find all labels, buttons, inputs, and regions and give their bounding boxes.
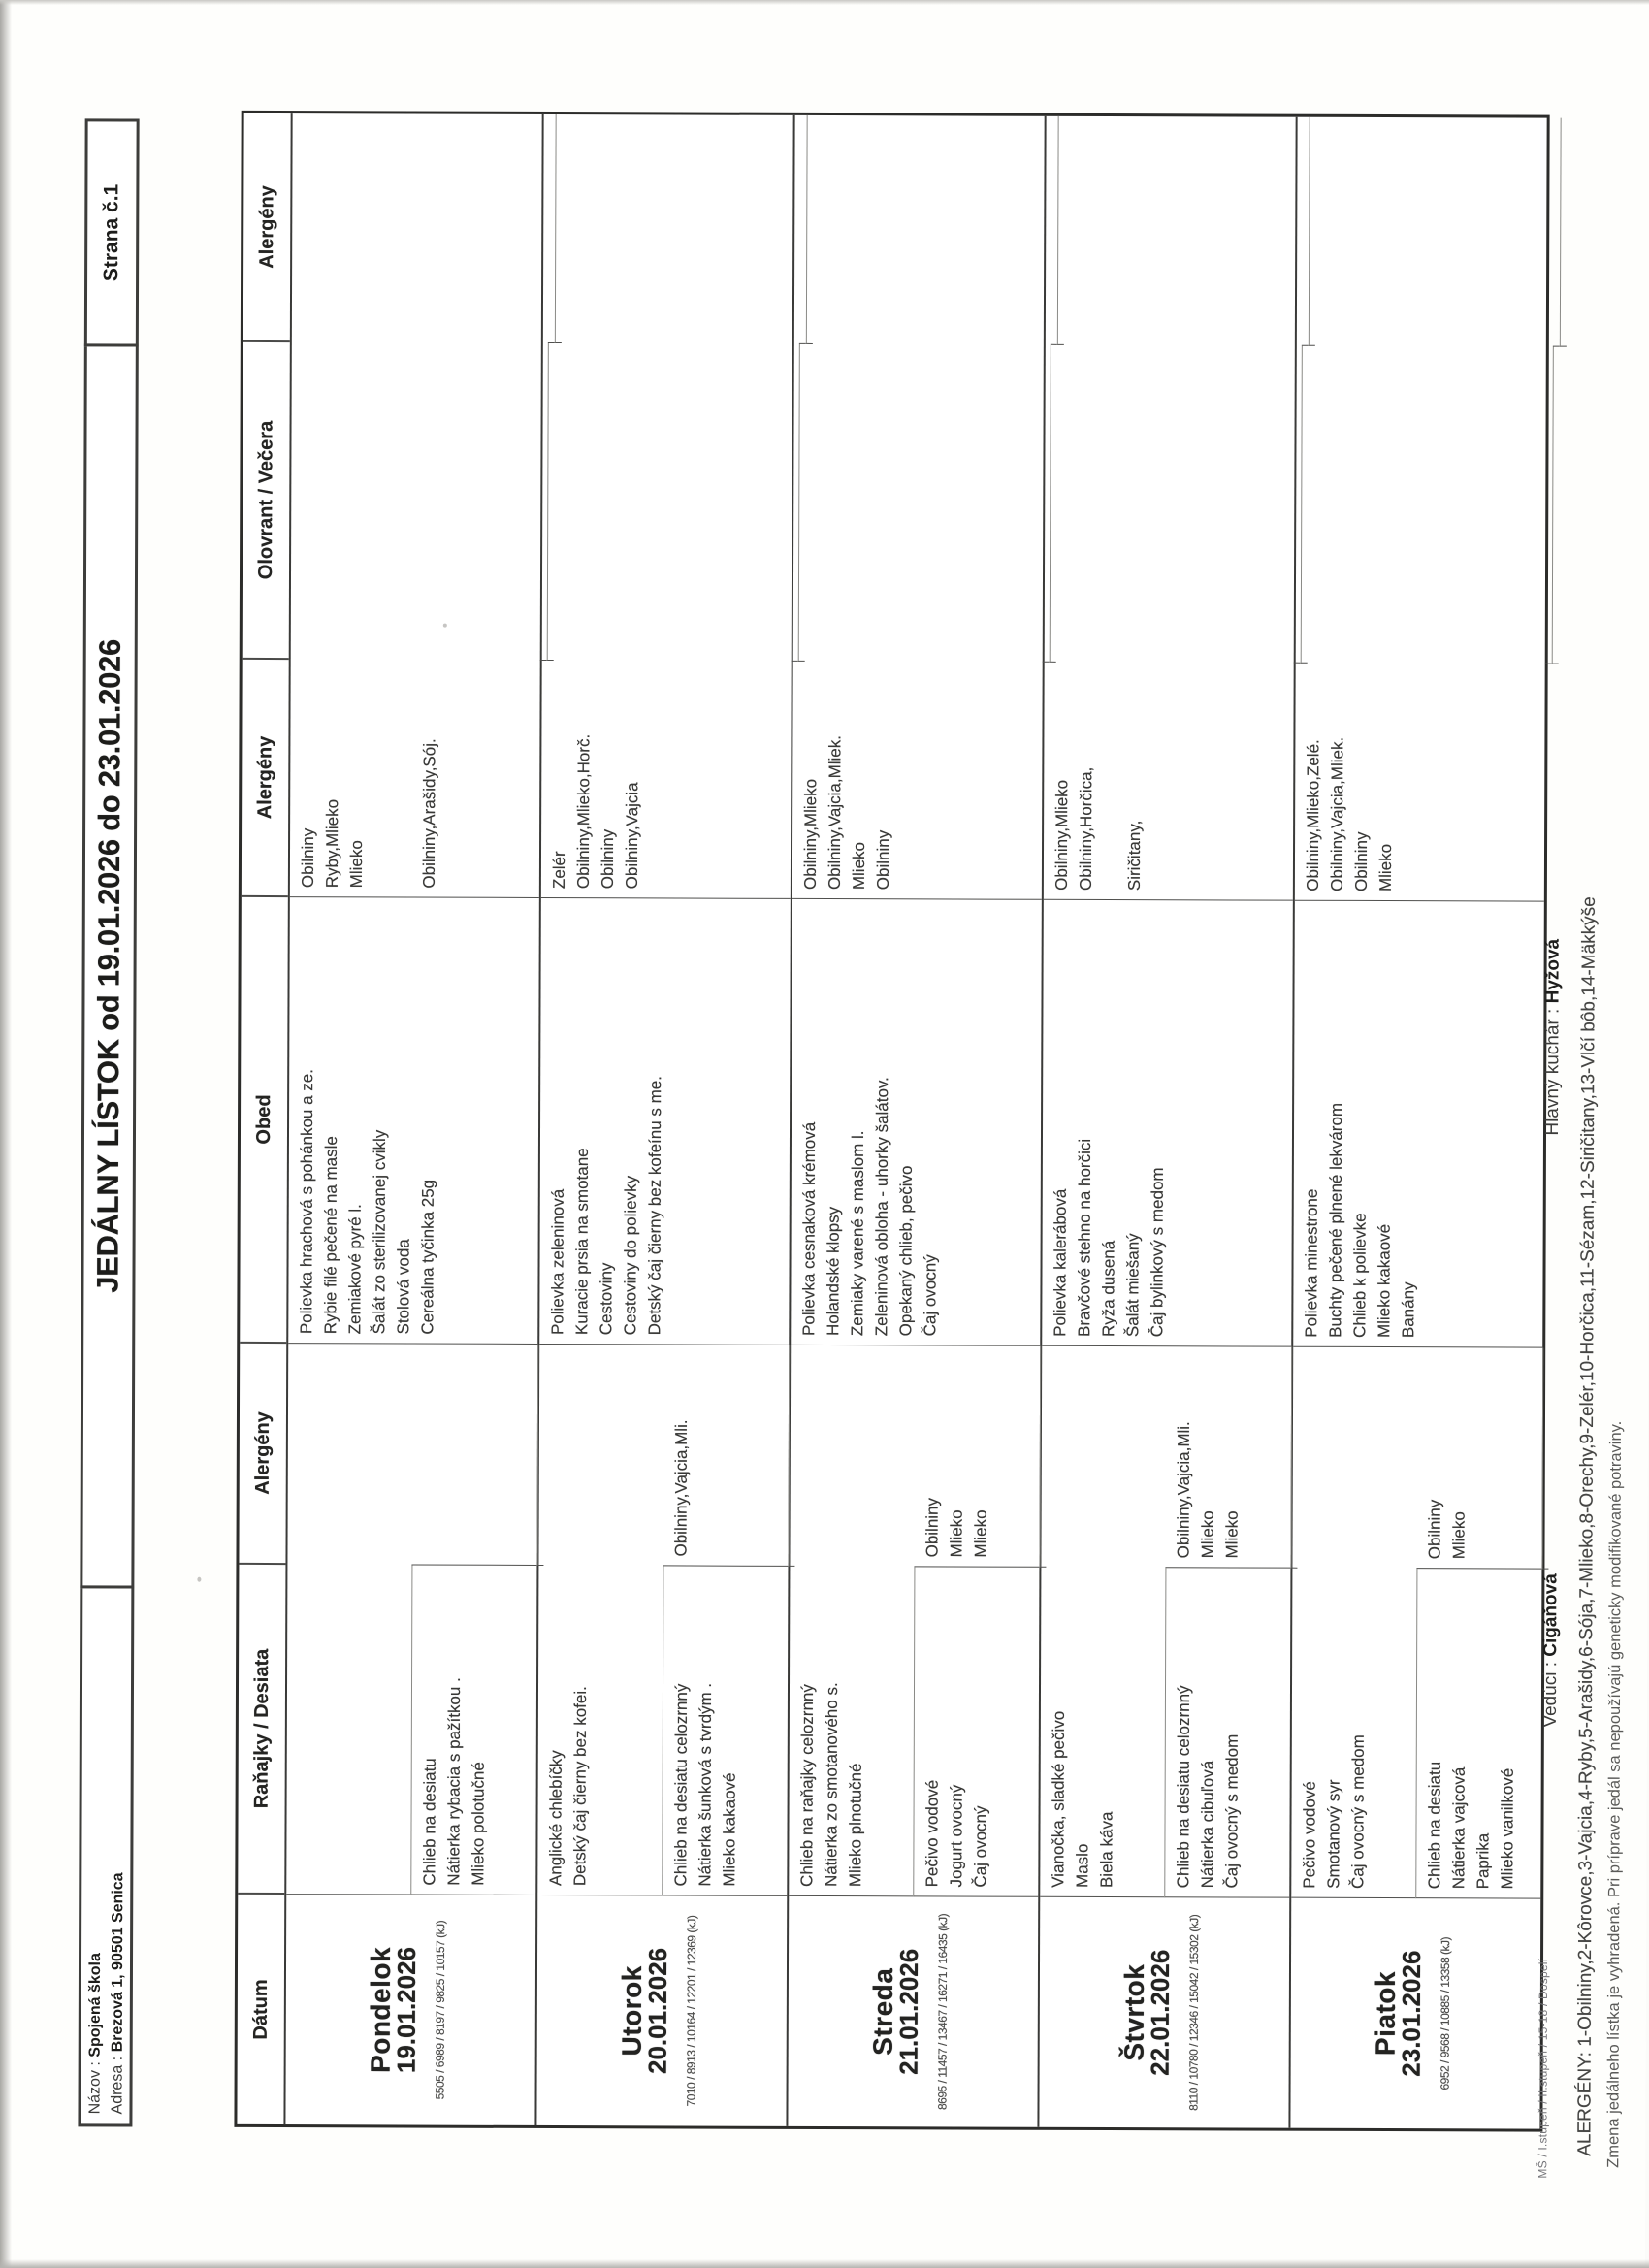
alergeny-ranajky-cell: Obilniny,Vajcia,Mli. Mlieko Mlieko — [1165, 1346, 1291, 1568]
alergeny-obed-cell: Obilniny,Mlieko Obilniny,Vajcia,Mliek. Mlieko Obilniny — [792, 662, 1043, 900]
day-date: 20.01.2026 — [642, 1947, 673, 2075]
datum-cell — [1039, 1897, 1289, 2128]
vecera-cell — [547, 343, 555, 661]
ranajky-cell: Vianočka, sladké pečivo Maslo Biela káva — [1040, 1568, 1165, 1897]
vecera-cell — [1301, 346, 1309, 664]
desiata-cell: Chlieb na desiatu celozrnný Nátierka cibuľová Čaj ovocný s medom — [1164, 1568, 1290, 1897]
page-title: JEDÁLNY LÍSTOK od 19.01.2026 do 23.01.2026 — [90, 638, 127, 1293]
allergen-legend: ALERGÉNY: 1-Obilniny,2-Kôrovce,3-Vajcia,4-Ryby,5-Arašidy,6-Sója,7-Mlieko,8-Orechy,9-Zelér,10-Horčica,11-Sézam,12-Siričitany,13-Vlčí bôb,14-Mäkkýše — [1574, 896, 1600, 2156]
alergeny-desiata-cell — [1039, 1346, 1047, 1568]
day-energy-kj: 8110 / 10780 / 12346 / 15042 / 15302 (kJ) — [1186, 1914, 1202, 2111]
alergeny-ranajky-cell: Obilniny,Vajcia,Mli. — [663, 1345, 789, 1566]
day-energy-kj: 8695 / 11457 / 13467 / 16271 / 16435 (kJ) — [935, 1913, 951, 2111]
alergeny-vecera-cell — [555, 114, 563, 343]
menu-table — [234, 111, 1549, 2132]
datum-cell — [536, 1895, 787, 2126]
day-row-streda — [786, 115, 1044, 2127]
school-address-line — [106, 1588, 130, 2114]
alergeny-desiata-cell — [536, 1345, 544, 1566]
manager-signature-line — [1540, 1573, 1563, 1727]
alergeny-ranajky-cell: Obilniny Mlieko — [1416, 1347, 1542, 1569]
school-identity-box — [78, 1585, 134, 2126]
column-header-obed: Obed — [240, 897, 288, 1344]
chef-signature-line — [1542, 939, 1565, 1136]
alergeny-desiata-cell — [1541, 1348, 1549, 1570]
alergeny-desiata-cell — [1290, 1347, 1298, 1569]
desiata-cell: Chlieb na desiatu celozrnný Nátierka šunková s tvrdým . Mlieko kakaové — [662, 1566, 788, 1895]
alergeny-ranajky-cell — [411, 1345, 537, 1566]
day-name: Utorok — [616, 1965, 648, 2057]
day-row-pondelok — [285, 113, 541, 2125]
alergeny-obed-cell: Zelér Obilniny,Mlieko,Horč. Obilniny Obilniny,Vajcia — [541, 661, 792, 899]
day-date: 19.01.2026 — [391, 1946, 422, 2074]
title-box — [80, 343, 138, 1588]
column-header-alergeny-1: Alergény — [239, 1344, 286, 1565]
nazov-label: Názov : — [86, 2061, 104, 2115]
obed-cell: Polievka hrachová s pohánkou a ze. Rybie filé pečené na masle Zemiakové pyré l. Šalát zo sterilizovanej cvikly Stolová voda Cereálna tyčinka 25g — [288, 897, 539, 1345]
column-header-alergeny-2: Alergény — [242, 660, 289, 897]
veduci-label: Vedúci : — [1539, 1661, 1562, 1728]
day-name: Piatok — [1370, 1970, 1401, 2057]
veduci-name: Cigáňová — [1540, 1573, 1562, 1657]
column-header-ranajky-desiata: Raňajky / Desiata — [238, 1565, 285, 1895]
day-name: Pondelok — [365, 1946, 397, 2073]
adresa-label: Adresa : — [109, 2056, 126, 2115]
obed-cell: Polievka kalerábová Bravčové stehno na horčici Ryža dusená Šalát miešaný Čaj bylinkový s medom — [1042, 900, 1293, 1347]
day-date: 23.01.2026 — [1396, 1950, 1427, 2077]
scanner-edge-shadow-left — [0, 0, 12, 2268]
datum-cell — [1290, 1898, 1540, 2129]
kuchar-label: Hlavný kuchár : — [1541, 1008, 1564, 1136]
datum-cell — [788, 1896, 1038, 2127]
datum-cell — [285, 1895, 535, 2125]
day-name: Streda — [867, 1967, 898, 2056]
scanner-edge-shadow-top — [0, 0, 1649, 5]
day-row-utorok — [534, 114, 792, 2126]
scanner-edge-shadow-bottom — [0, 2259, 1649, 2268]
adresa-value: Brezová 1, 90501 Senica — [109, 1872, 127, 2053]
alergeny-vecera-cell — [806, 115, 814, 344]
ranajky-cell: Anglické chlebíčky Detský čaj čierny bez kofei. — [537, 1566, 663, 1895]
alergeny-vecera-cell — [1560, 118, 1568, 347]
obed-cell: Polievka minestrone Buchty pečené plnené lekvárom Chlieb k polievke Mlieko kakaové Banány — [1293, 901, 1544, 1348]
desiata-cell: Chlieb na desiatu Nátierka rybacia s pažítkou . Mlieko polotučné — [410, 1566, 536, 1895]
column-header-olovrant-vecera: Olovrant / Večera — [242, 342, 290, 660]
day-row-piatok — [1288, 117, 1546, 2129]
table-header-row — [237, 113, 292, 2124]
nazov-value: Spojená škola — [86, 1953, 105, 2057]
alergeny-obed-cell: Obilniny Ryby,Mlieko Mlieko Obilniny,Arašidy,Sój. — [290, 660, 540, 898]
alergeny-vecera-cell — [1309, 117, 1316, 346]
scan-artifact — [197, 1577, 201, 1582]
day-date: 21.01.2026 — [893, 1948, 924, 2075]
alergeny-vecera-cell — [1057, 116, 1065, 345]
ranajky-cell: Pečivo vodové Smotanový syr Čaj ovocný s medom — [1291, 1569, 1416, 1898]
alergeny-ranajky-cell: Obilniny Mlieko Mlieko — [914, 1345, 1040, 1567]
column-header-alergeny-3: Alergény — [243, 113, 291, 342]
day-energy-kj: 6952 / 9568 / 10885 / 13358 (kJ) — [1438, 1936, 1453, 2090]
vecera-cell — [1552, 347, 1560, 664]
vecera-cell — [1050, 345, 1057, 663]
alergeny-obed-cell: Obilniny,Mlieko,Zelé. Obilniny,Vajcia,Mliek. Obilniny Mlieko — [1295, 664, 1545, 902]
day-date: 22.01.2026 — [1145, 1949, 1176, 2076]
obed-cell: Polievka zeleninová Kuracie prsia na smotane Cestoviny Cestoviny do polievky Detský čaj čierny bez kofeínu s me. — [539, 898, 791, 1345]
scan-artifact — [443, 624, 447, 628]
page-number: Strana č.1 — [100, 183, 123, 282]
ranajky-cell — [286, 1565, 411, 1895]
desiata-cell: Chlieb na desiatu Nátierka vajcová Paprika Mlieko vanilkové — [1415, 1569, 1541, 1898]
obed-cell: Polievka cesnaková krémová Holandské klopsy Zemiaky varené s maslom l. Zeleninová obloha - uhorky šalátov. Opekaný chlieb, pečivo Čaj ovocný — [791, 899, 1042, 1346]
menu-change-note: Zmena jedálneho lístka je vyhradená. Pri príprave jedál sa nepoužívajú geneticky modifikované potraviny. — [1604, 1420, 1625, 2168]
day-energy-kj: 7010 / 8913 / 10164 / 12201 / 12369 (kJ) — [684, 1915, 699, 2107]
kuchar-name: Hyžová — [1542, 938, 1564, 1004]
school-name-line — [83, 1588, 108, 2114]
alergeny-desiata-cell — [788, 1345, 795, 1567]
alergeny-obed-cell: Obilniny,Mlieko Obilniny,Horčica, Siričitany, — [1044, 663, 1294, 901]
column-header-datum: Dátum — [249, 1979, 272, 2040]
vecera-cell — [798, 344, 806, 662]
day-name: Štvrtok — [1118, 1963, 1150, 2061]
page-number-box — [84, 118, 140, 346]
day-row-stvrtok — [1037, 116, 1295, 2128]
portion-groups-note: MŠ / I.stupeň / II.stupeň / 15-18 / Dospelí — [1536, 1958, 1551, 2179]
ranajky-cell: Chlieb na raňajky celozrnný Nátierka zo smotanového s. Mlieko plnotučné — [789, 1567, 914, 1896]
day-energy-kj: 5505 / 6989 / 8197 / 9825 / 10157 (kJ) — [433, 1920, 448, 2100]
desiata-cell: Pečivo vodové Jogurt ovocný Čaj ovocný — [913, 1567, 1039, 1896]
page-header-strip — [78, 115, 139, 2126]
